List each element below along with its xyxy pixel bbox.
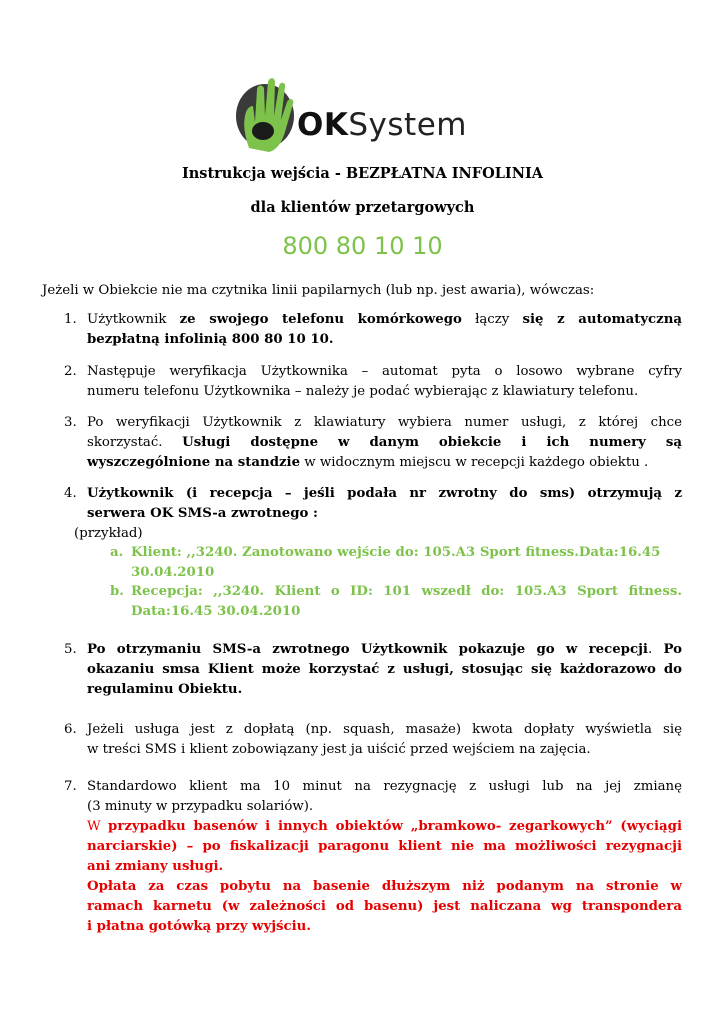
list-item-7: 7. Standardowo klient ma 10 minut na rezygnację z usługi lub na jej zmianę (3 minuty w przypadku solariów). W przypadku basenów i innych obiektów „bramkowo- zegarkowych” (wyciągi narciarskie) – po fiskalizacji paragonu klient nie ma możliwości rezygnacji ani zmiany usługi. Opłata za czas pobytu na basenie dłuższym niż podanym na stronie w ramach karnetu (w zależności od basenu) jest naliczana wg transpondera i płatna gotówką przy wyjściu.	[64, 779, 682, 934]
document-subtitle: dla klientów przetargowych	[250, 199, 475, 216]
list-item-3: 3. Po weryfikacji Użytkownik z klawiatury wybiera numer usługi, z której chce skorzystać. Usługi dostępne w danym obiekcie i ich numery są wyszczególnione na standzie w widocznym miejscu w recepcji każdego obiektu .	[64, 415, 682, 470]
sms-example-reception: b. Recepcja: ,,3240. Klient o ID: 101 wszedł do: 105.A3 Sport fitness. Data:16.45 30.04.2010	[110, 584, 682, 619]
example-label: (przykład)	[74, 526, 143, 541]
logo-wordmark: OKSystem	[297, 107, 467, 143]
infoline-phone-number: 800 80 10 10	[282, 232, 443, 260]
list-item-2: 2. Następuje weryfikacja Użytkownika – automat pyta o losowo wybrane cyfry numeru telefonu Użytkownika – należy je podać wybierając z klawiatury telefonu.	[64, 364, 682, 399]
intro-paragraph: Jeżeli w Obiekcie nie ma czytnika linii papilarnych (lub np. jest awaria), wówczas:	[42, 283, 595, 298]
list-item-4: 4. Użytkownik (i recepcja – jeśli podała nr zwrotny do sms) otrzymują z serwera OK SMS-a zwrotnego :	[64, 486, 682, 521]
list-item-5: 5. Po otrzymaniu SMS-a zwrotnego Użytkownik pokazuje go w recepcji. Po okazaniu smsa Klient może korzystać z usługi, stosując się każdorazowo do regulaminu Obiektu.	[64, 642, 682, 697]
oksystem-logo	[235, 76, 490, 154]
document-title: Instrukcja wejścia - BEZPŁATNA INFOLINIA	[181, 165, 543, 182]
list-item-1: 1. Użytkownik ze swojego telefonu komórkowego łączy się z automatyczną bezpłatną infolinią 800 80 10 10.	[64, 312, 682, 347]
sms-example-client: a. Klient: ,,3240. Zanotowano wejście do: 105.A3 Sport fitness.Data:16.45 30.04.2010	[110, 545, 661, 580]
list-item-6: 6. Jeżeli usługa jest z dopłatą (np. squash, masaże) kwota dopłaty wyświetla się w treści SMS i klient zobowiązany jest ja uiścić przed wejściem na zajęcia.	[64, 722, 682, 757]
